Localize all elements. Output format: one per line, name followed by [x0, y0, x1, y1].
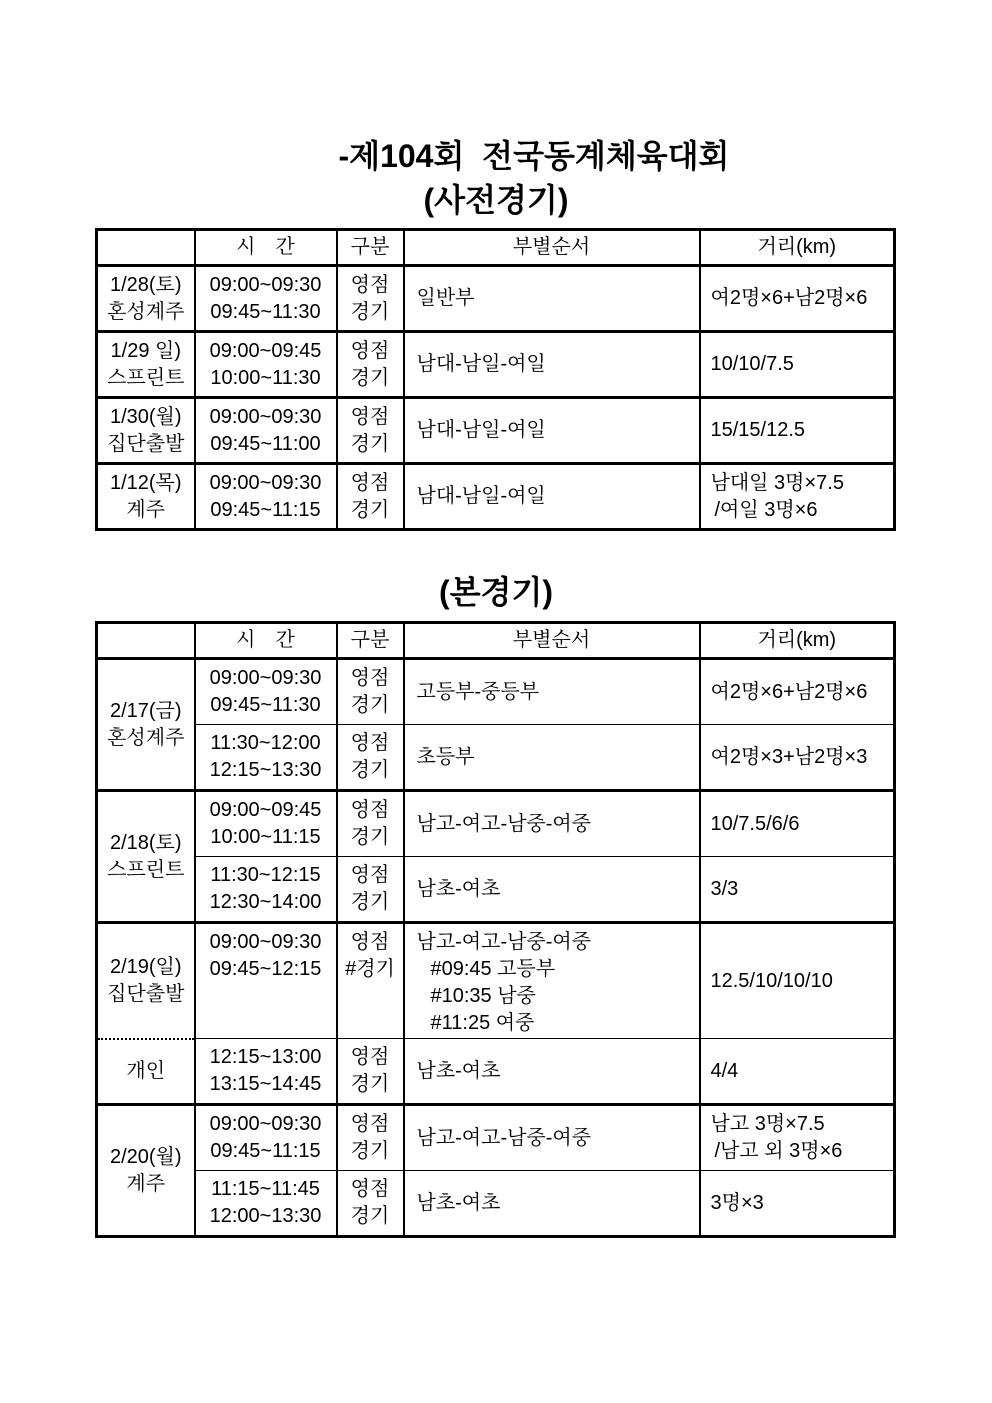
text-line: 12:15~13:30	[209, 759, 322, 781]
text-line: 09:45~11:30	[210, 300, 321, 323]
text-line: 경기	[350, 432, 390, 455]
text-line: 고등부-중등부	[416, 680, 540, 703]
text-line: 일반부	[416, 287, 475, 309]
text-line: 남고-여고-남중-여중	[416, 931, 592, 953]
text-line: 09:00~09:30	[209, 471, 322, 494]
main-section-title: (본경기)	[438, 574, 554, 610]
distance-cell	[700, 1105, 895, 1171]
distance-cell	[700, 398, 895, 464]
text-line: 영점	[350, 471, 390, 494]
time-cell	[195, 266, 337, 332]
text-line: 영점	[350, 1178, 390, 1200]
text-line: 경기	[350, 1140, 390, 1162]
text-line: 남초-여초	[416, 1191, 501, 1214]
text-line: 09:45~11:30	[210, 694, 321, 716]
text-line: 계주	[126, 1172, 166, 1195]
time-cell	[195, 923, 337, 1039]
event-label-cell	[97, 791, 195, 923]
text-line: 경기	[350, 498, 390, 521]
text-line: 영점	[350, 405, 390, 428]
text-line: 11:30~12:15	[210, 864, 321, 886]
category-cell	[337, 398, 404, 464]
text-line: 여2명×3+남2명×3	[710, 745, 868, 768]
text-line: 스프린트	[107, 858, 185, 881]
text-line: 계주	[126, 498, 166, 521]
category-header-cell: 구분	[337, 230, 404, 266]
text-line: 스프린트	[107, 366, 185, 389]
text-line: /여일 3명×6	[714, 498, 818, 521]
text-line: 12:00~13:30	[209, 1205, 322, 1227]
event-label-cell	[97, 1039, 195, 1105]
table-row	[97, 266, 895, 332]
time-cell	[195, 857, 337, 923]
category-cell	[337, 659, 404, 725]
text-line: 09:00~09:30	[209, 405, 322, 428]
text-line: 남대-남일-여일	[416, 353, 546, 375]
table-row	[97, 398, 895, 464]
order-cell	[404, 1171, 700, 1237]
order-cell	[404, 1105, 700, 1171]
text-line: 10/10/7.5	[710, 353, 794, 375]
text-line: 여2명×6+남2명×6	[710, 680, 868, 703]
text-line: 영점	[350, 864, 390, 886]
text-line: 09:00~09:30	[209, 1113, 322, 1135]
text-line: 영점	[350, 799, 390, 821]
text-line: 2/19(일)	[109, 955, 182, 978]
main-games-table	[95, 621, 896, 1238]
time-cell	[195, 1171, 337, 1237]
text-line: 남고-여고-남중-여중	[416, 1126, 592, 1149]
text-line: 09:00~09:45	[209, 339, 322, 362]
pre-section-title: (사전경기)	[423, 182, 569, 218]
order-cell	[404, 659, 700, 725]
text-line: 여2명×6+남2명×6	[710, 287, 868, 309]
text-line: 09:00~09:30	[209, 931, 322, 953]
text-line: 15/15/12.5	[710, 419, 806, 441]
table-row	[97, 332, 895, 398]
table-row	[97, 659, 895, 725]
text-line: 남고 3명×7.5	[710, 1113, 825, 1135]
time-cell	[195, 791, 337, 857]
category-cell	[337, 332, 404, 398]
text-line: 1/29 일)	[110, 339, 181, 362]
order-cell	[404, 857, 700, 923]
time-cell	[195, 725, 337, 791]
text-line: 경기	[350, 1073, 390, 1095]
time-cell	[195, 332, 337, 398]
distance-cell	[700, 1039, 895, 1105]
document-title: -제104회 전국동계체육대회	[338, 138, 730, 174]
text-line: /남고 외 3명×6	[714, 1140, 843, 1162]
event-label-cell	[97, 1105, 195, 1237]
distance-cell	[700, 332, 895, 398]
text-line: 11:30~12:00	[210, 732, 321, 754]
event-label-cell	[97, 464, 195, 530]
category-cell	[337, 464, 404, 530]
time-header-cell: 시 간	[195, 623, 337, 659]
text-line: 경기	[350, 300, 390, 323]
table-row	[97, 725, 895, 791]
order-cell	[404, 332, 700, 398]
text-line: 경기	[350, 891, 390, 913]
text-line: 남대일 3명×7.5	[710, 471, 844, 494]
time-cell	[195, 1039, 337, 1105]
order-header-cell: 부별순서	[404, 230, 700, 266]
text-line: 집단출발	[107, 432, 185, 455]
text-line: 집단출발	[107, 982, 185, 1005]
text-line: 09:45~11:00	[210, 432, 321, 455]
text-line: 남고-여고-남중-여중	[416, 812, 592, 835]
distance-cell	[700, 923, 895, 1039]
text-line: 경기	[350, 366, 390, 389]
corner-header-cell	[97, 230, 195, 266]
text-line: 영점	[350, 273, 390, 296]
category-cell	[337, 791, 404, 857]
order-cell	[404, 464, 700, 530]
category-cell	[337, 1039, 404, 1105]
text-line: 12.5/10/10/10	[710, 969, 833, 992]
text-line: 경기	[350, 694, 390, 716]
event-label-cell	[97, 659, 195, 791]
category-cell	[337, 1171, 404, 1237]
text-line: 영점	[350, 931, 390, 953]
order-cell	[404, 923, 700, 1039]
text-line: #11:25 여중	[430, 1012, 535, 1034]
text-line: 영점	[350, 1113, 390, 1135]
text-line: 남대-남일-여일	[416, 419, 546, 441]
text-line: 남초-여초	[416, 877, 501, 900]
text-line: 개인	[126, 1059, 166, 1082]
distance-cell	[700, 659, 895, 725]
text-line: 1/28(토)	[109, 273, 182, 296]
event-label-cell	[97, 332, 195, 398]
text-line: 경기	[350, 1205, 390, 1227]
text-line: 혼성계주	[107, 300, 185, 323]
distance-cell	[700, 791, 895, 857]
order-cell	[404, 398, 700, 464]
text-line: 09:45~11:15	[210, 498, 321, 521]
event-label-cell	[97, 398, 195, 464]
distance-cell	[700, 725, 895, 791]
text-line: 12:15~13:00	[209, 1046, 322, 1068]
text-line: 12:30~14:00	[209, 891, 322, 913]
text-line: 영점	[350, 339, 390, 362]
table-row	[97, 923, 895, 1039]
category-cell	[337, 725, 404, 791]
order-header-cell: 부별순서	[404, 623, 700, 659]
table-header-row	[97, 623, 895, 659]
time-cell	[195, 659, 337, 725]
order-cell	[404, 266, 700, 332]
category-cell	[337, 923, 404, 1039]
text-line: 10/7.5/6/6	[710, 812, 800, 835]
text-line: 남대-남일-여일	[416, 485, 546, 507]
event-label-cell	[97, 923, 195, 1039]
distance-header-cell: 거리(km)	[700, 230, 895, 266]
table-row	[97, 1039, 895, 1105]
text-line: 3명×3	[710, 1191, 764, 1214]
text-line: 09:45~11:15	[210, 1140, 321, 1162]
text-line: 영점	[350, 732, 390, 754]
category-cell	[337, 1105, 404, 1171]
distance-cell	[700, 1171, 895, 1237]
pre-games-table	[95, 228, 896, 531]
table-row	[97, 1105, 895, 1171]
text-line: #09:45 고등부	[430, 958, 556, 980]
table-row	[97, 857, 895, 923]
table-row	[97, 464, 895, 530]
time-cell	[195, 398, 337, 464]
distance-header-cell: 거리(km)	[700, 623, 895, 659]
category-cell	[337, 857, 404, 923]
order-cell	[404, 1039, 700, 1105]
category-cell	[337, 266, 404, 332]
text-line: 경기	[350, 759, 390, 781]
text-line: 혼성계주	[107, 726, 185, 749]
table-header-row	[97, 230, 895, 266]
text-line: #10:35 남중	[430, 985, 536, 1007]
text-line: 10:00~11:30	[210, 366, 321, 389]
distance-cell	[700, 464, 895, 530]
text-line: 09:00~09:45	[209, 799, 322, 821]
text-line: 4/4	[710, 1059, 739, 1082]
table-row	[97, 1171, 895, 1237]
text-line: 13:15~14:45	[209, 1073, 322, 1095]
text-line: 11:15~11:45	[211, 1178, 320, 1200]
corner-header-cell	[97, 623, 195, 659]
order-cell	[404, 725, 700, 791]
time-header-cell: 시 간	[195, 230, 337, 266]
text-line: #경기	[345, 958, 395, 980]
text-line: 초등부	[416, 745, 475, 768]
event-label-cell	[97, 266, 195, 332]
text-line: 3/3	[710, 877, 739, 900]
text-line: 2/18(토)	[109, 831, 182, 854]
text-line: 영점	[350, 667, 390, 689]
text-line: 영점	[350, 1046, 390, 1068]
text-line: 1/30(월)	[109, 405, 182, 428]
text-line: 09:00~09:30	[209, 273, 322, 296]
text-line: 09:45~12:15	[209, 958, 322, 980]
distance-cell	[700, 857, 895, 923]
text-line: 경기	[350, 826, 390, 848]
text-line: 남초-여초	[416, 1059, 501, 1082]
text-line: 2/20(월)	[109, 1145, 182, 1168]
text-line: 1/12(목)	[109, 471, 182, 494]
distance-cell	[700, 266, 895, 332]
text-line: 09:00~09:30	[209, 667, 322, 689]
table-row	[97, 791, 895, 857]
text-line: 10:00~11:15	[210, 826, 321, 848]
category-header-cell: 구분	[337, 623, 404, 659]
text-line: 2/17(금)	[109, 699, 182, 722]
order-cell	[404, 791, 700, 857]
time-cell	[195, 1105, 337, 1171]
time-cell	[195, 464, 337, 530]
